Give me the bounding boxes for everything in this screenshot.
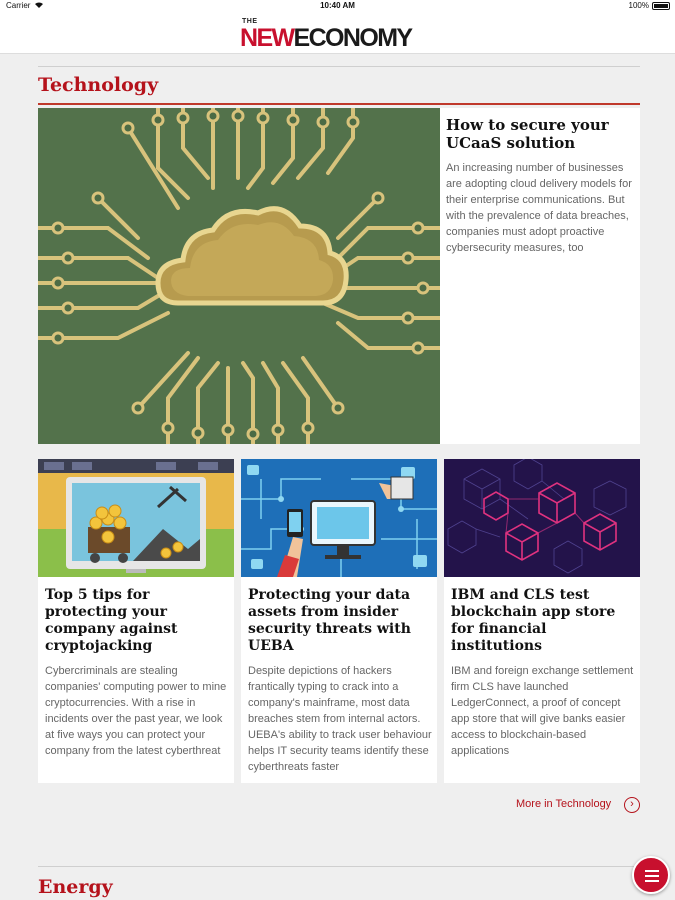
app-header — [0, 12, 675, 54]
card-summary: IBM and foreign exchange settlement firm CLS have launched LedgerConnect, a proof of concept app store that will give banks easier access to blockchain-based applications — [451, 665, 634, 757]
card-headline[interactable]: Protecting your data assets from insider security threats with UEBA — [248, 587, 411, 654]
article-card-cryptojacking[interactable] — [38, 459, 234, 783]
more-in-technology-link[interactable]: More in Technology — [516, 798, 612, 810]
menu-icon-bar — [645, 880, 659, 882]
article-card-ueba[interactable] — [241, 459, 437, 783]
card-text — [45, 587, 231, 759]
battery-icon — [652, 2, 670, 10]
logo-new: NEW — [240, 24, 294, 52]
hero-text — [446, 116, 636, 256]
card-headline[interactable]: IBM and CLS test blockchain app store for financial institutions — [451, 587, 616, 654]
section-divider — [38, 866, 640, 867]
menu-button[interactable] — [632, 856, 670, 894]
carrier-label: Carrier — [6, 1, 31, 10]
status-time: 10:40 AM — [320, 1, 355, 10]
hero-image-circuit-cloud[interactable] — [38, 108, 440, 444]
card-headline[interactable]: Top 5 tips for protecting your company against cryptojacking — [45, 587, 178, 654]
section-title-energy[interactable]: Energy — [38, 876, 113, 898]
article-card-ibm-cls[interactable] — [444, 459, 640, 783]
section-title-underline — [38, 103, 640, 105]
card-text — [248, 587, 434, 775]
section-divider — [38, 66, 640, 67]
hero-summary: An increasing number of businesses are adopting cloud delivery models for their enterprise communications. But with the prevalence of data breaches, companies must adopt proactive cybersecurity measures, too — [446, 162, 632, 254]
chevron-right-circle-icon[interactable]: › — [624, 797, 640, 813]
card-text — [451, 587, 637, 759]
card-image-crypto-mining[interactable] — [38, 459, 234, 577]
menu-icon-bar — [645, 870, 659, 872]
battery-percent: 100% — [628, 1, 649, 10]
logo-economy: ECONOMY — [293, 24, 412, 52]
card-image-blockchain-cubes[interactable] — [444, 459, 640, 577]
hero-article[interactable] — [38, 108, 640, 444]
card-summary: Cybercriminals are stealing companies' computing power to mine cryptocurrencies. With a rise in incidents over the past year, we look at five ways you can protect your company from the latest cyberthreat — [45, 665, 227, 757]
hero-headline[interactable]: How to secure your UCaaS solution — [446, 116, 609, 152]
status-bar — [0, 0, 675, 12]
section-title-technology[interactable]: Technology — [38, 74, 159, 96]
menu-icon-bar — [645, 875, 659, 877]
site-logo[interactable] — [240, 16, 440, 52]
logo-wordmark — [240, 24, 412, 52]
card-summary: Despite depictions of hackers frantically typing to crack into a company's mainframe, most data breaches stem from internal actors. UEBA's ability to track user behaviour helps IT security teams identify these cyberthreats faster — [248, 665, 432, 773]
logo-the: THE — [242, 18, 258, 25]
card-image-data-security[interactable] — [241, 459, 437, 577]
